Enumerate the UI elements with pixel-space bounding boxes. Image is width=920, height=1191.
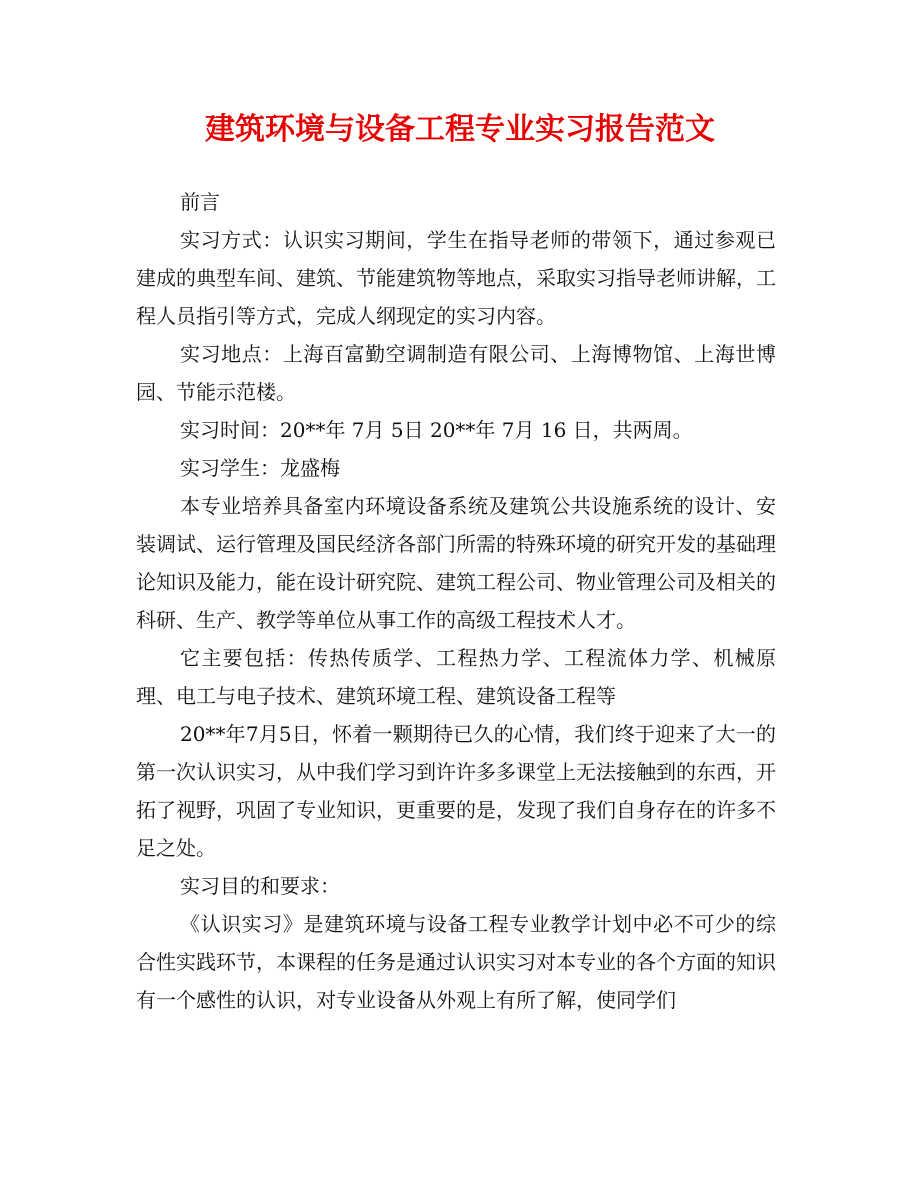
document-body <box>136 183 776 1019</box>
paragraph-courses: 它主要包括：传热传质学、工程热力学、工程流体力学、机械原理、电工与电子技术、建筑环境工程、建筑设备工程等 <box>136 646 776 708</box>
paragraph-internship-time: 实习时间：20**年 7月 5日 20**年 7月 16 日，共两周。 <box>180 418 693 442</box>
paragraph-major-overview: 本专业培养具备室内环境设备系统及建筑公共设施系统的设计、安装调试、运行管理及国民经济各部门所需的特殊环境的研究开发的基础理论知识及能力，能在设计研究院、建筑工程公司、物业管理公司及相关的科研、生产、教学等单位从事工作的高级工程技术人才。 <box>136 494 776 632</box>
paragraph-internship-method: 实习方式：认识实习期间，学生在指导老师的带领下，通过参观已建成的典型车间、建筑、节能建筑物等地点，采取实习指导老师讲解，工程人员指引等方式，完成人纲现定的实习内容。 <box>136 228 776 328</box>
paragraph-preface: 前言 <box>180 190 220 214</box>
document-title: 建筑环境与设备工程专业实习报告范文 <box>205 112 715 147</box>
paragraph-internship-student: 实习学生：龙盛梅 <box>180 456 340 480</box>
paragraph-first-internship: 20**年7月5日，怀着一颗期待已久的心情，我们终于迎来了大一的第一次认识实习，从中我们学习到许许多多课堂上无法接触到的东西，开拓了视野，巩固了专业知识，更重要的是，发现了我们自身存在的许多不足之处。 <box>136 722 776 860</box>
paragraph-internship-location: 实习地点：上海百富勤空调制造有限公司、上海博物馆、上海世博园、节能示范楼。 <box>136 342 776 404</box>
paragraph-course-description: 《认识实习》是建筑环境与设备工程专业教学计划中必不可少的综合性实践环节，本课程的任务是通过认识实习对本专业的各个方面的知识有一个感性的认识，对专业设备从外观上有所了解，使同学们 <box>136 912 776 1012</box>
paragraph-goals-heading: 实习目的和要求： <box>180 874 340 898</box>
